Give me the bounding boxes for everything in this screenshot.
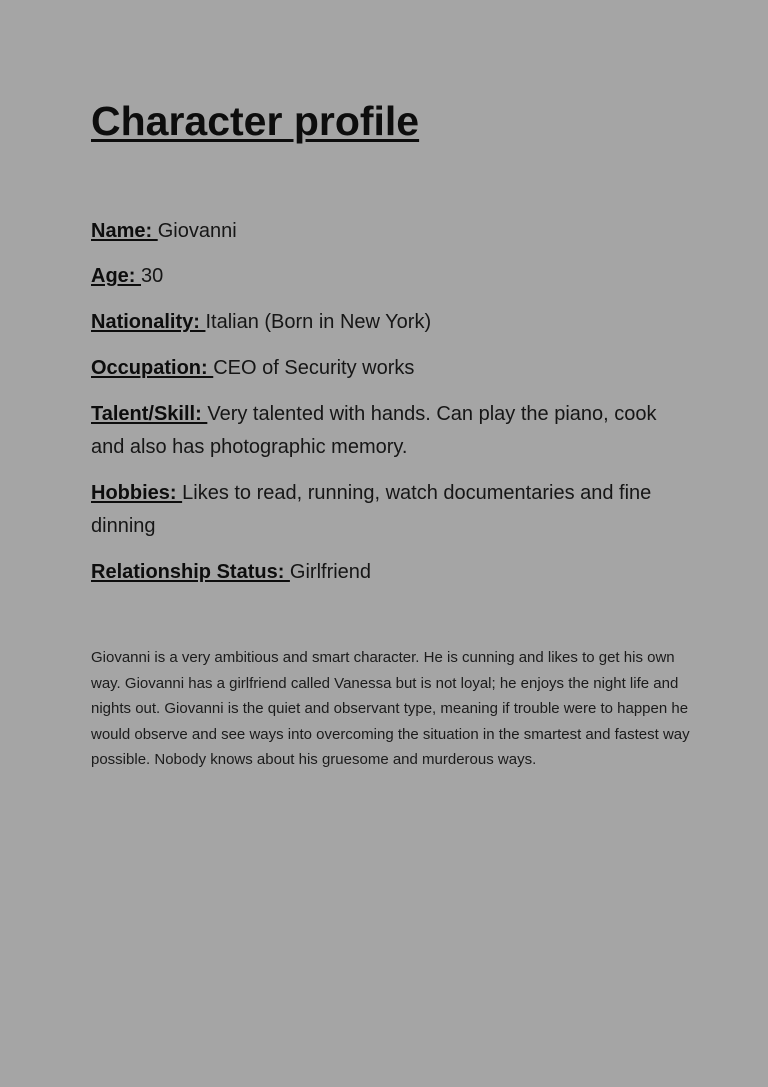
page-title: Character profile xyxy=(91,98,420,144)
nationality-value: Italian (Born in New York) xyxy=(205,311,432,333)
character-summary: Giovanni is a very ambitious and smart character. He is cunning and likes to get his own way. Giovanni has a girlfriend called Vanessa but is not loyal; he enjoys the night life and nights out. Giovanni is the quiet and observant type, meaning if trouble were to happen he would observe and see ways into overcoming the situation in the smartest and fastest way possible. Nobody knows about his gruesome and murderous ways. xyxy=(91,649,690,769)
age-field xyxy=(91,260,691,293)
age-value: 30 xyxy=(141,265,164,287)
hobbies-value: Likes to read, running, watch documentaries and fine dinning xyxy=(91,482,652,537)
hobbies-field xyxy=(91,477,691,543)
name-label: Name: xyxy=(91,220,158,242)
occupation-field xyxy=(91,352,691,385)
name-value: Giovanni xyxy=(157,220,237,242)
occupation-label: Occupation: xyxy=(91,357,214,379)
relationship-field xyxy=(91,556,691,589)
nationality-field xyxy=(91,306,691,339)
occupation-value: CEO of Security works xyxy=(213,357,415,379)
hobbies-label: Hobbies: xyxy=(91,482,183,504)
nationality-label: Nationality: xyxy=(91,311,206,333)
profile-fields xyxy=(91,215,691,602)
talent-field xyxy=(91,398,691,464)
talent-value: Very talented with hands. Can play the piano, cook and also has photographic memory. xyxy=(91,403,657,458)
talent-label: Talent/Skill: xyxy=(91,403,208,425)
age-label: Age: xyxy=(91,265,141,287)
relationship-label: Relationship Status: xyxy=(91,561,290,583)
name-field xyxy=(91,215,691,248)
relationship-value: Girlfriend xyxy=(289,561,372,583)
